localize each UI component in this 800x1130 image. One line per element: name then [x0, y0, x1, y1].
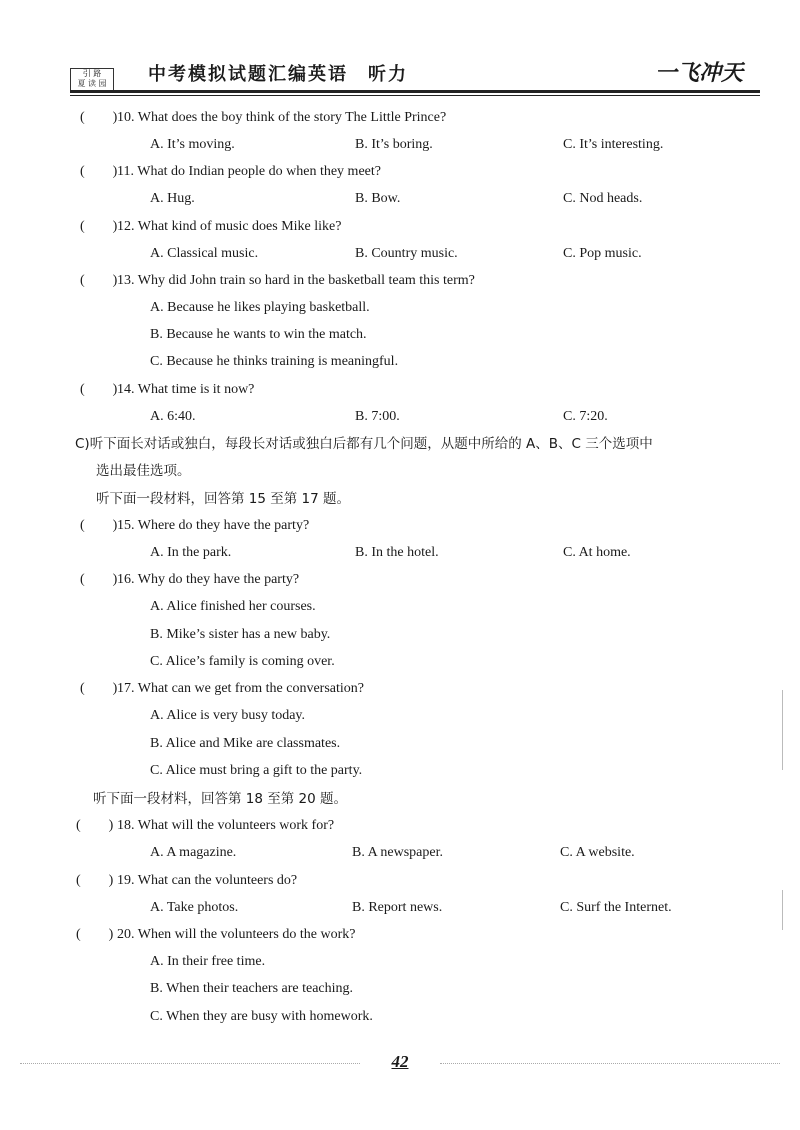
logo-line-1: 引 路	[82, 69, 102, 78]
option-a: A. Hug.	[150, 191, 195, 206]
brand-title: 一飞冲天	[655, 61, 744, 86]
option-a: A. Alice finished her courses.	[150, 599, 316, 614]
question-15	[0, 515, 800, 537]
answer-blank[interactable]: ( )	[80, 518, 118, 533]
question-20	[0, 924, 800, 946]
option-c: C. Surf the Internet.	[560, 900, 672, 915]
scan-edge-line	[782, 690, 783, 770]
option-c: C. 7:20.	[563, 409, 608, 424]
option-c: C. When they are busy with homework.	[150, 1009, 373, 1024]
option-b: B. Because he wants to win the match.	[150, 327, 367, 342]
option-a: A. It’s moving.	[150, 137, 235, 152]
question-text: 20. When will the volunteers do the work?	[117, 927, 356, 942]
question-19	[0, 870, 800, 892]
option-a: A. A magazine.	[150, 845, 237, 860]
options-row	[0, 134, 800, 156]
question-text: 19. What can the volunteers do?	[117, 873, 298, 888]
answer-blank[interactable]: ( )	[80, 164, 118, 179]
question-10	[0, 107, 800, 129]
question-text: 11. What do Indian people do when they meet?	[117, 164, 381, 179]
option-row-a	[0, 596, 800, 618]
option-a: A. In the park.	[150, 545, 232, 560]
option-c: C. Nod heads.	[563, 191, 643, 206]
option-c: C. At home.	[563, 545, 631, 560]
sub-instruction-15-17	[0, 488, 800, 510]
option-b: B. Bow.	[355, 191, 401, 206]
question-16	[0, 569, 800, 591]
options-row	[0, 188, 800, 210]
question-text: 18. What will the volunteers work for?	[117, 818, 335, 833]
question-18	[0, 815, 800, 837]
options-row	[0, 243, 800, 265]
option-b: B. It’s boring.	[355, 137, 433, 152]
sub-instruction-text: 听下面一段材料，回答第 15 至第 17 题。	[96, 491, 351, 507]
instructions-line-2: 选出最佳选项。	[96, 463, 191, 479]
option-b: B. Country music.	[355, 246, 458, 261]
answer-blank[interactable]: ( )	[80, 219, 118, 234]
option-row-c	[0, 760, 800, 782]
question-text: 16. Why do they have the party?	[117, 572, 300, 587]
options-row	[0, 897, 800, 919]
option-row-b	[0, 733, 800, 755]
option-row-a	[0, 705, 800, 727]
answer-blank[interactable]: ( )	[76, 927, 114, 942]
answer-blank[interactable]: ( )	[80, 681, 118, 696]
option-row-b	[0, 624, 800, 646]
option-a: A. In their free time.	[150, 954, 266, 969]
option-b: B. A newspaper.	[352, 845, 443, 860]
question-text: 10. What does the boy think of the story The Little Prince?	[117, 110, 447, 125]
option-row-c	[0, 351, 800, 373]
option-row-b	[0, 978, 800, 1000]
sub-instruction-text: 听下面一段材料，回答第 18 至第 20 题。	[93, 791, 348, 807]
sub-instruction-18-20	[0, 788, 800, 810]
answer-blank[interactable]: ( )	[80, 382, 118, 397]
question-12	[0, 216, 800, 238]
question-14	[0, 379, 800, 401]
option-b: B. Mike’s sister has a new baby.	[150, 627, 331, 642]
scan-edge-line	[782, 890, 783, 930]
option-a: A. Alice is very busy today.	[150, 708, 306, 723]
options-row	[0, 542, 800, 564]
option-b: B. Report news.	[352, 900, 443, 915]
answer-blank[interactable]: ( )	[80, 572, 118, 587]
option-row-a	[0, 951, 800, 973]
header-rule-thin	[70, 95, 760, 96]
question-text: 12. What kind of music does Mike like?	[117, 219, 342, 234]
option-b: B. Alice and Mike are classmates.	[150, 736, 341, 751]
question-17	[0, 678, 800, 700]
answer-blank[interactable]: ( )	[80, 110, 118, 125]
option-c: C. Alice’s family is coming over.	[150, 654, 335, 669]
question-text: 14. What time is it now?	[117, 382, 255, 397]
answer-blank[interactable]: ( )	[76, 873, 114, 888]
question-11	[0, 161, 800, 183]
option-row-c	[0, 1006, 800, 1028]
answer-blank[interactable]: ( )	[80, 273, 118, 288]
option-a: A. Classical music.	[150, 246, 259, 261]
option-a: A. Take photos.	[150, 900, 239, 915]
footer-dots-left	[20, 1063, 360, 1065]
option-c: C. Because he thinks training is meaningful.	[150, 354, 399, 369]
header-title: 中考模拟试题汇编英语 听力	[148, 64, 408, 85]
options-row	[0, 406, 800, 428]
option-c: C. It’s interesting.	[563, 137, 664, 152]
header-rule-thick	[70, 90, 760, 93]
question-13	[0, 270, 800, 292]
option-row-c	[0, 651, 800, 673]
question-text: 15. Where do they have the party?	[117, 518, 310, 533]
option-row-b	[0, 324, 800, 346]
option-b: B. In the hotel.	[355, 545, 439, 560]
option-c: C. A website.	[560, 845, 635, 860]
option-b: B. 7:00.	[355, 409, 400, 424]
logo-line-2: 夏 读 园	[77, 79, 107, 88]
question-text: 13. Why did John train so hard in the basketball team this term?	[117, 273, 475, 288]
page-number: 42	[391, 1052, 409, 1071]
option-a: A. 6:40.	[150, 409, 196, 424]
page-header	[0, 0, 800, 100]
section-c-instructions	[0, 433, 800, 455]
option-c: C. Alice must bring a gift to the party.	[150, 763, 363, 778]
answer-blank[interactable]: ( )	[76, 818, 114, 833]
option-row-a	[0, 297, 800, 319]
question-text: 17. What can we get from the conversation?	[117, 681, 364, 696]
option-c: C. Pop music.	[563, 246, 642, 261]
instructions-line-1: C)听下面长对话或独白，每段长对话或独白后都有几个问题，从题中所给的 A、B、C 三个选项中	[75, 436, 653, 452]
logo	[70, 68, 114, 92]
footer-dots-right	[440, 1063, 780, 1065]
option-a: A. Because he likes playing basketball.	[150, 300, 370, 315]
section-c-instructions-cont	[0, 460, 800, 482]
options-row	[0, 842, 800, 864]
option-b: B. When their teachers are teaching.	[150, 981, 354, 996]
